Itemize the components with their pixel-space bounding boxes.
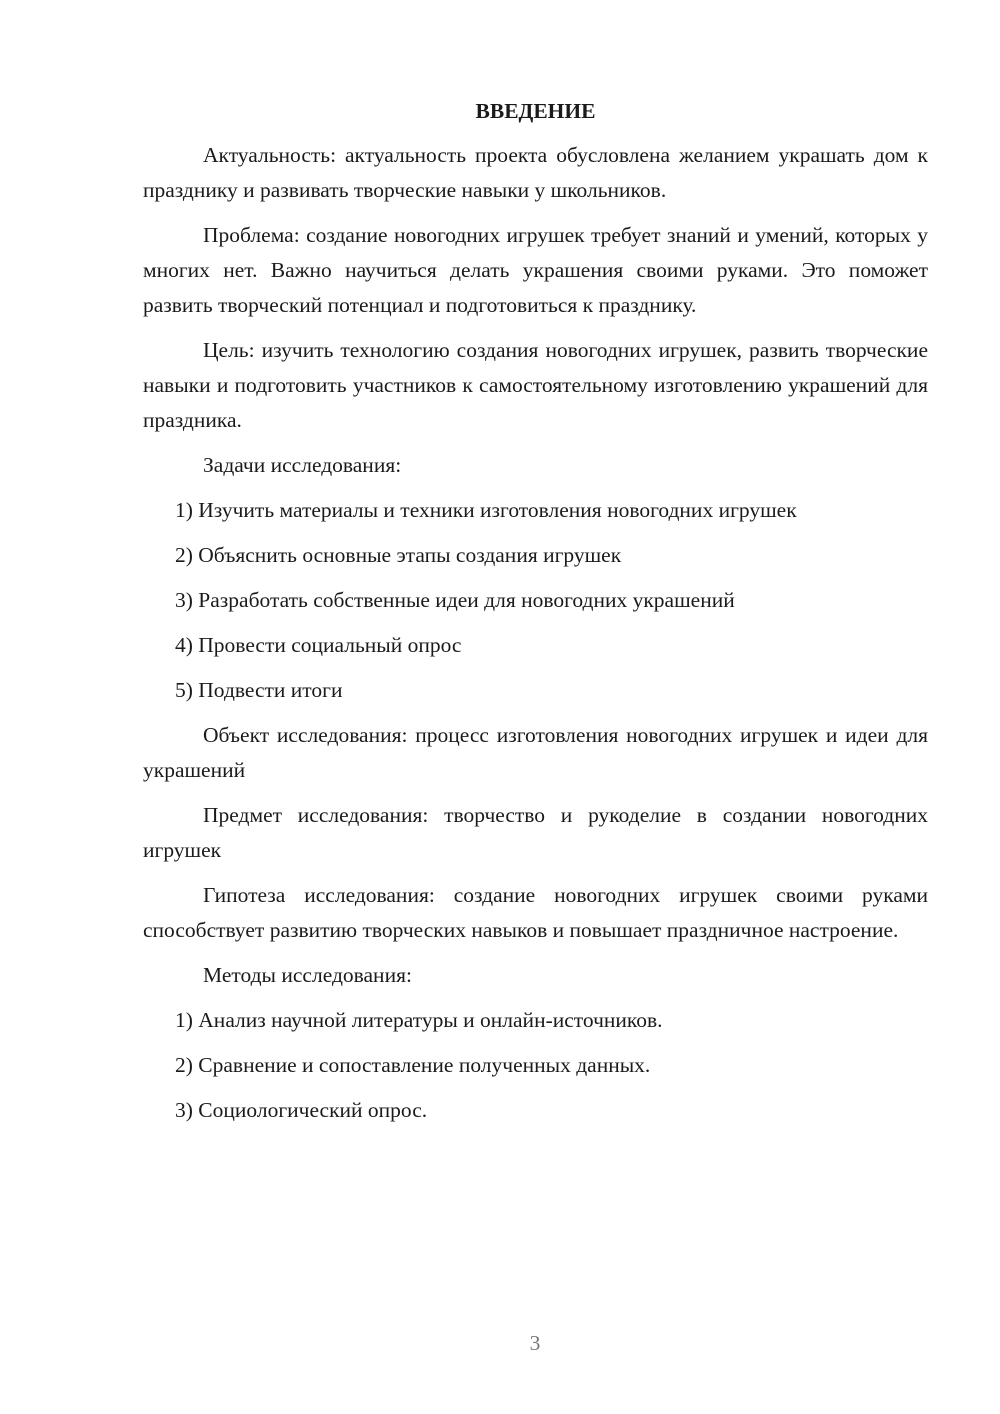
list-item: 3) Социологический опрос. xyxy=(175,1098,428,1122)
page-number: 3 xyxy=(529,1331,541,1355)
goal-paragraph: Цель: изучить технологию создания новогодних игрушек, развить творческие навыки и подготовить участников к самостоятельному изготовлению украшений для праздника. xyxy=(143,338,928,432)
hypothesis-paragraph: Гипотеза исследования: создание новогодних игрушек своими руками способствует развитию творческих навыков и повышает праздничное настроение. xyxy=(143,883,928,942)
object-paragraph: Объект исследования: процесс изготовления новогодних игрушек и идеи для украшений xyxy=(143,723,928,782)
methods-heading: Методы исследования: xyxy=(203,963,412,987)
page-content xyxy=(143,96,928,1138)
relevance-paragraph: Актуальность: актуальность проекта обусловлена желанием украшать дом к празднику и развивать творческие навыки у школьников. xyxy=(143,143,928,202)
methods-list xyxy=(143,1003,928,1128)
list-item: 2) Объяснить основные этапы создания игрушек xyxy=(175,543,622,567)
list-item: 1) Изучить материалы и техники изготовления новогодних игрушек xyxy=(175,498,797,522)
subject-paragraph: Предмет исследования: творчество и рукоделие в создании новогодних игрушек xyxy=(143,803,928,862)
section-title: ВВЕДЕНИЕ xyxy=(475,99,596,123)
list-item: 2) Сравнение и сопоставление полученных данных. xyxy=(175,1053,651,1077)
list-item: 3) Разработать собственные идеи для новогодних украшений xyxy=(175,588,735,612)
list-item: 5) Подвести итоги xyxy=(175,678,343,702)
list-item: 4) Провести социальный опрос xyxy=(175,633,462,657)
problem-paragraph: Проблема: создание новогодних игрушек требует знаний и умений, которых у многих нет. Важно научиться делать украшения своими руками. Это поможет развить творческий потенциал и подготовиться к празднику. xyxy=(143,223,928,317)
tasks-list xyxy=(143,493,928,708)
list-item: 1) Анализ научной литературы и онлайн-источников. xyxy=(175,1008,663,1032)
tasks-heading: Задачи исследования: xyxy=(203,453,402,477)
